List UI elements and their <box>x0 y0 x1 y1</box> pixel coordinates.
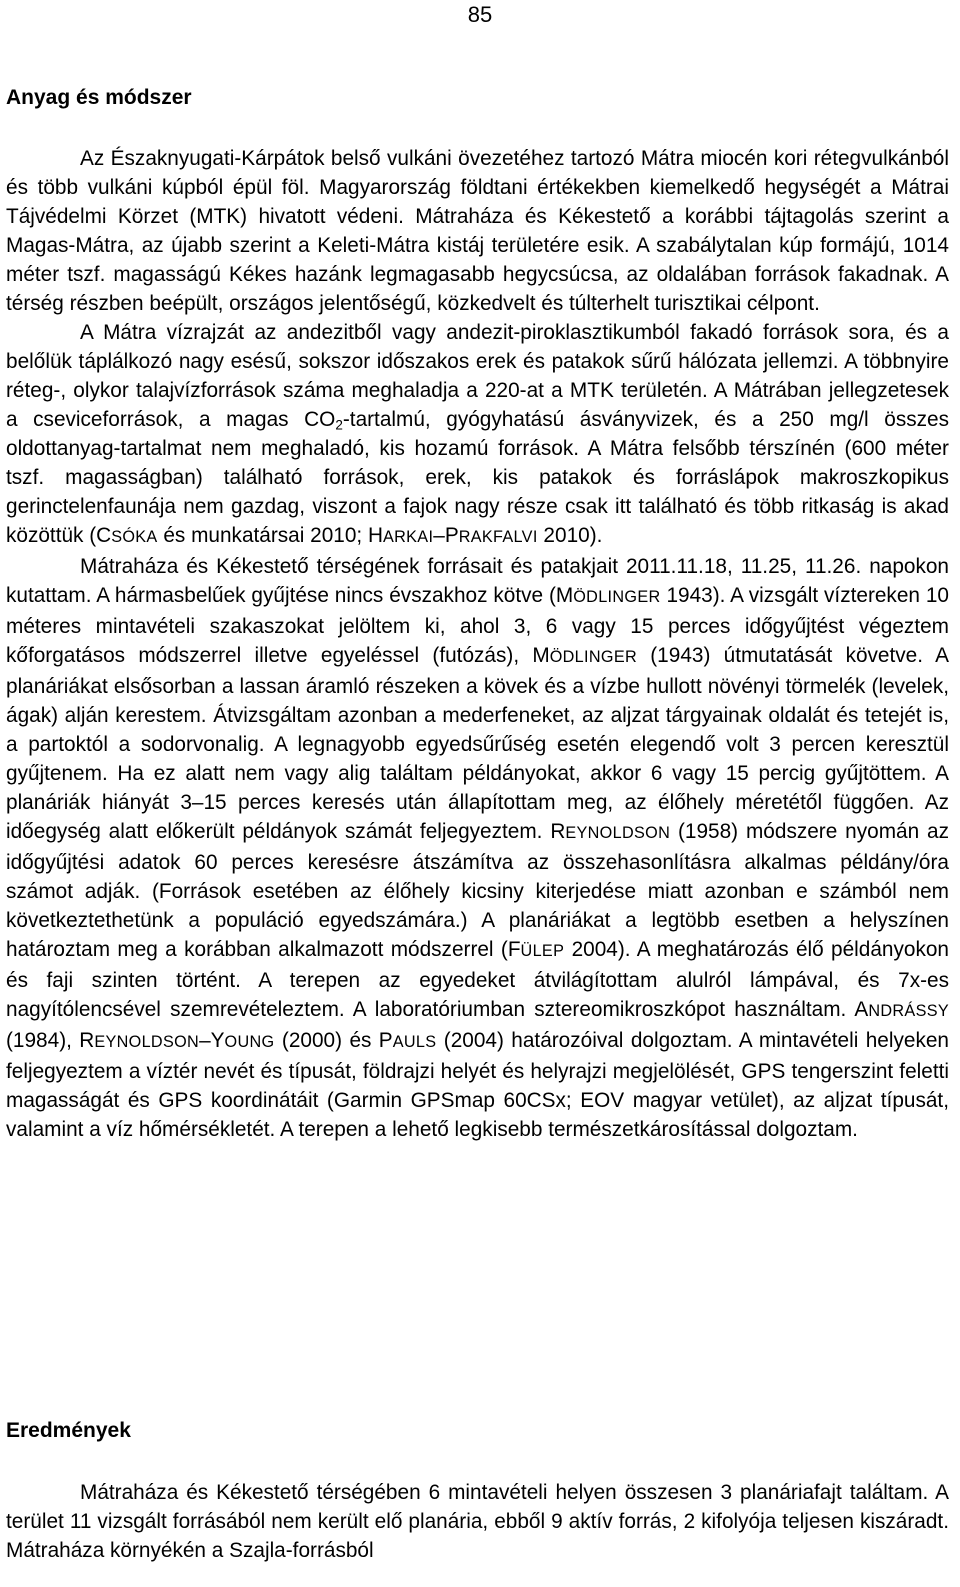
subscript: 2 <box>335 417 343 433</box>
author-name-smallcaps: ÜLEP <box>520 942 565 960</box>
author-name-smallcaps: ÖDLINGER <box>573 588 661 606</box>
author-name-smallcaps: ÖDLINGER <box>549 648 637 666</box>
methods-body <box>6 144 949 1144</box>
author-name-smallcaps: SÓKA <box>111 528 158 546</box>
text-run: Mátraháza és Kékestető térségében 6 mintavételi helyen összesen 3 planáriafajt találtam. A terület 11 vizsgált forrásából nem került elő planária, ebből 9 aktív forrás, 2 kifolyója teljesen kiszáradt. Mátraháza környékén a Szajla-forrásból <box>6 1481 949 1562</box>
text-run: -tartalmú, gyógyhatású ásványvizek, és a 250 mg/l összes oldottanyag-tartalmat nem meghaladó, kis hozamú források. A Mátra felsőbb térszínén (600 méter tszf. magasságban) található források, erek, kis patakok és forráslápok makroszkopikus gerinctelenfaunája nem gazdag, viszont a fajok nagy része csak itt található és több ritkaság is akad közöttük ( <box>6 408 949 547</box>
paragraph <box>6 144 949 318</box>
author-name-smallcaps: RAKFALVI <box>458 528 538 546</box>
text-run: 2010). <box>537 524 603 547</box>
text-run: (1943) útmutatását követve. A planáriákat elsősorban a lassan áramló részeken a kövek és a vízbe hullott növényi törmelék (levelek, ágak) alján kerestem. Átvizsgáltam azonban a mederfeneket, az aljzat tárgyainak oldalát és tetejét is, a partoktól a sodorvonalig. A legnagyobb egyedsűrűség esetén elegendő volt 3 percen keresztül gyűjtenem. Ha ez alatt nem vagy alig találtam példányokat, akkor 6 vagy 15 percig gyűjtöttem. A planáriák hiányát 3–15 perces keresés után állapítottam meg, az élőhely méretétől függően. Az időegység alatt előkerült példányok számát feljegyeztem. R <box>6 644 949 843</box>
text-run: (2000) és P <box>274 1029 393 1052</box>
text-run: A Mátra vízrajzát az andezitből vagy andezit-piroklasztikumból fakadó források sora, és a belőlük táplálkozó nagy esésű, sokszor időszakos erek és patakok sűrű hálózata jellemzi. A többnyire réteg-, olykor talajvízforrások száma meghaladja a 220-at a MTK területén. A Mátrában jellegzetesek a cseviceforrások, a magas CO <box>6 321 949 431</box>
text-run: (1958) módszere nyomán az időgyűjtési adatok 60 perces keresésre átszámítva az összehasonlításra alkalmas példány/óra számot adják. (Források esetében az élőhely kicsiny kiterjedése miatt azonban e számból nem következtethetünk a populáció egyedszámára.) A planáriákat a legtöbb esetben a helyszínen határoztam meg a korábban alkalmazott módszerrel (F <box>6 820 949 961</box>
author-name-smallcaps: OUNG <box>224 1033 275 1051</box>
author-name-smallcaps: ARKAI <box>382 528 434 546</box>
paragraph <box>6 1478 949 1565</box>
paragraph <box>6 552 949 1144</box>
text-run: (1984), R <box>6 1029 95 1052</box>
text-run: 1943). A vizsgált víztereken 10 méteres mintavételi szakaszokat jelöltem ki, ahol 3, 6 vagy 15 perces időgyűjtést végeztem kőforgatásos módszerrel illetve egyeléssel (futózás), M <box>6 584 949 667</box>
text-run: és munkatársai 2010; H <box>157 524 383 547</box>
text-run: (2004) határozóival dolgoztam. A mintavételi helyeken feljegyeztem a víztér nevét és típusát, földrajzi helyét és helyrajzi megjelölését, GPS tengerszint feletti magasságát és GPS koordinátáit (Garmin GPSmap 60CSx; EOV magyar vetület), az aljzat típusát, valamint a víz hőmérsékletét. A terepen a lehető legkisebb természetkárosítással dolgoztam. <box>6 1029 949 1141</box>
paragraph <box>6 318 949 552</box>
text-run: –Y <box>199 1029 225 1052</box>
author-name-smallcaps: NDRÁSSY <box>868 1002 949 1020</box>
text-run: Mátraháza és Kékestető térségének forrásait és patakjait 2011.11.18, 11.25, 11.26. napokon kutattam. A hármasbelűek gyűjtése nincs évszakhoz kötve (M <box>6 555 949 607</box>
results-body <box>6 1478 949 1565</box>
section-title-results: Eredmények <box>6 1419 131 1442</box>
page-number: 85 <box>467 2 493 27</box>
text-run: –P <box>433 524 459 547</box>
author-name-smallcaps: EYNOLDSON <box>94 1033 200 1051</box>
text-run: 2004). A meghatározás élő példányokon és faji szinten történt. A terepen az egyedeket átvilágítottam alulról lámpával, és 7x-es nagyítólencsével szemrevételeztem. A laboratóriumban sztereomikroszkópot használtam. A <box>6 938 949 1021</box>
section-title-methods: Anyag és módszer <box>6 86 192 109</box>
text-run: Az Északnyugati-Kárpátok belső vulkáni övezetéhez tartozó Mátra miocén kori rétegvulkánból és több vulkáni kúpból épül föl. Magyarország földtani értékekben kiemelkedő hegységét a Mátrai Tájvédelmi Körzet (MTK) hivatott védeni. Mátraháza és Kékestető a korábbi tájtagolás szerint a Magas-Mátra, az újabb szerint a Keleti-Mátra kistáj területére esik. A szabálytalan kúp formájú, 1014 méter tszf. magasságú Kékes hazánk legmagasabb hegycsúcsa, az oldalában források fakadnak. A térség részben beépült, országos jelentőségű, közkedvelt és túlterhelt turisztikai célpont. <box>6 147 949 315</box>
text-run: C <box>96 524 112 547</box>
author-name-smallcaps: AULS <box>392 1033 437 1051</box>
author-name-smallcaps: EYNOLDSON <box>565 824 671 842</box>
